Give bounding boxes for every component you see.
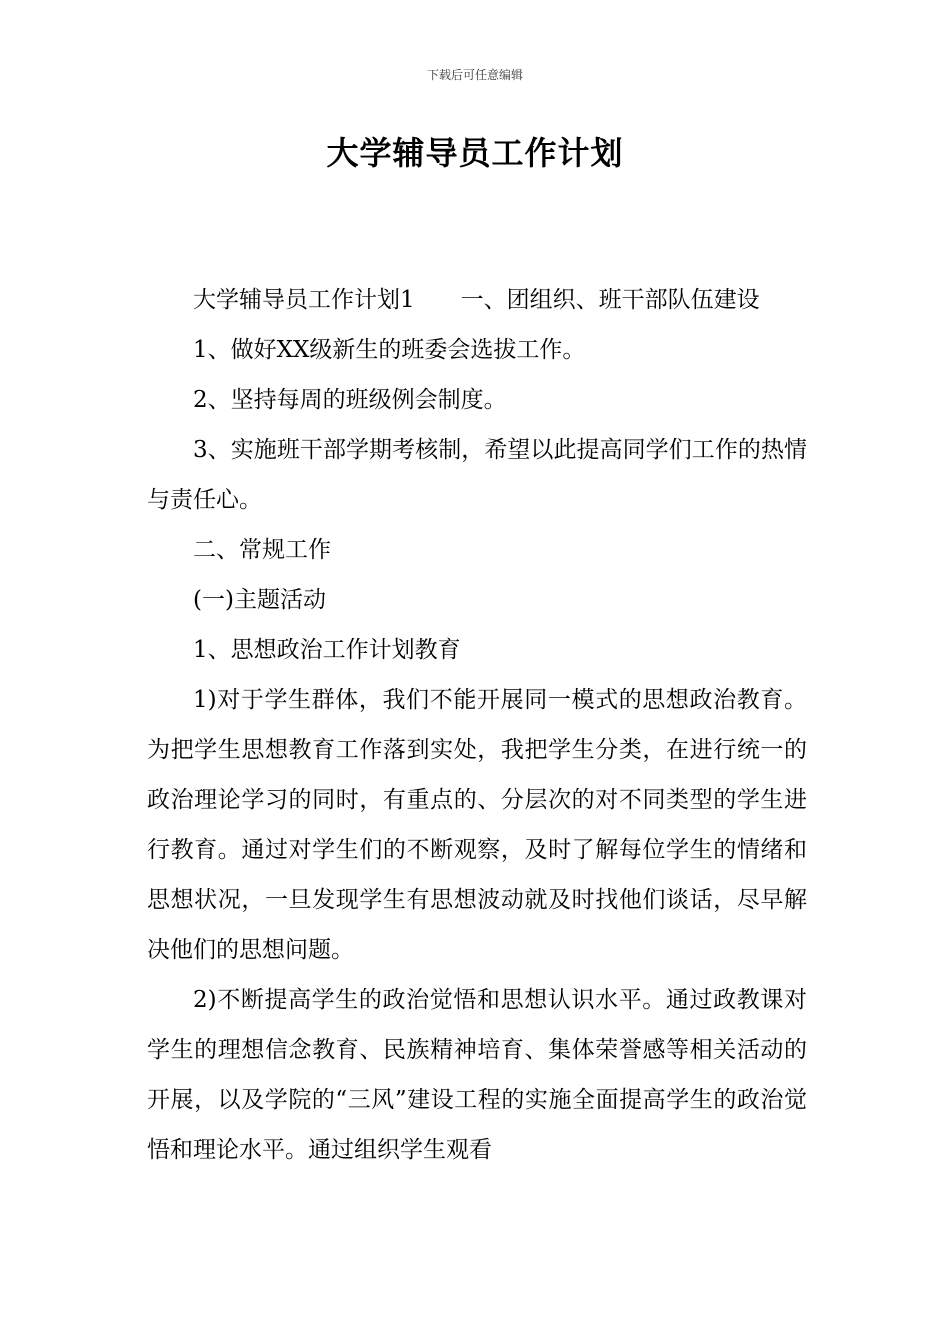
subsection-heading-theme-activities: (一)主题活动 xyxy=(193,587,326,613)
header-note: 下载后可任意编辑 xyxy=(426,68,523,82)
paragraph-item-2: 2、坚持每周的班级例会制度。 xyxy=(193,387,507,413)
document-title: 大学辅导员工作计划 xyxy=(326,134,624,172)
document-body xyxy=(147,275,807,1175)
paragraph-point-2: 2)不断提高学生的政治觉悟和思想认识水平。通过政教课对学生的理想信念教育、民族精神培育、集体荣誉感等相关活动的开展，以及学院的“三风”建设工程的实施全面提高学生的政治觉悟和理论水平。通过组织学生观看 xyxy=(147,987,807,1163)
paragraph-item-1: 1、做好XX级新生的班委会选拔工作。 xyxy=(193,337,586,363)
paragraph-point-1: 1)对于学生群体，我们不能开展同一模式的思想政治教育。为把学生思想教育工作落到实处，我把学生分类，在进行统一的政治理论学习的同时，有重点的、分层次的对不同类型的学生进行教育。通过对学生们的不断观察，及时了解每位学生的情绪和思想状况，一旦发现学生有思想波动就及时找他们谈话，尽早解决他们的思想问题。 xyxy=(147,687,807,963)
section-heading-routine-work: 二、常规工作 xyxy=(193,537,331,563)
paragraph-plan-intro: 大学辅导员工作计划1 一、团组织、班干部队伍建设 xyxy=(193,287,760,313)
subsection-heading-political-education: 1、思想政治工作计划教育 xyxy=(193,637,461,663)
paragraph-item-3: 3、实施班干部学期考核制，希望以此提高同学们工作的热情与责任心。 xyxy=(147,437,807,513)
